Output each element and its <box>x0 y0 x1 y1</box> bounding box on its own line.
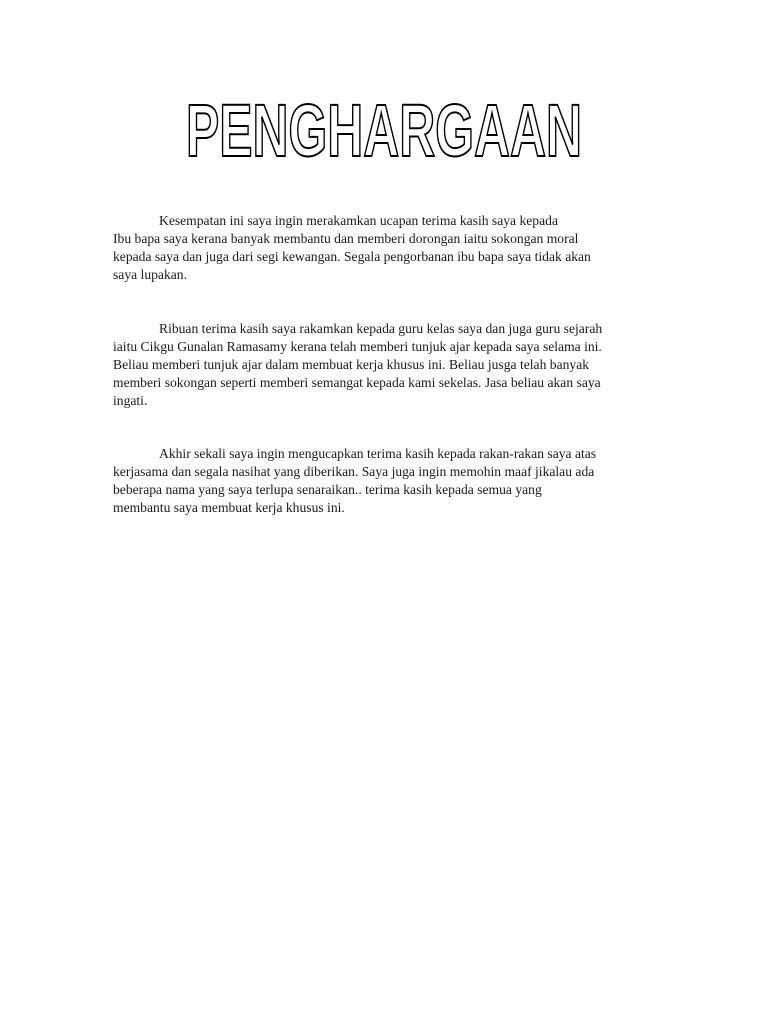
paragraph-line: ingati. <box>113 393 148 408</box>
outlined-title-graphic <box>0 84 768 174</box>
page-title <box>0 84 768 174</box>
paragraph-line: kerjasama dan segala nasihat yang diberikan. Saya juga ingin memohin maaf jikalau ada <box>113 464 595 479</box>
page-title-text: PENGHARGAAN <box>186 89 582 172</box>
paragraph-line: iaitu Cikgu Gunalan Ramasamy kerana telah memberi tunjuk ajar kepada saya selama ini. <box>113 339 602 354</box>
paragraph-1 <box>113 212 659 284</box>
paragraph-line: Ribuan terima kasih saya rakamkan kepada guru kelas saya dan juga guru sejarah <box>159 321 603 336</box>
paragraph-line: memberi sokongan seperti memberi semangat kepada kami sekelas. Jasa beliau akan saya <box>113 375 601 390</box>
paragraph-line: kepada saya dan juga dari segi kewangan. Segala pengorbanan ibu bapa saya tidak akan <box>113 249 591 264</box>
paragraph-line: Ibu bapa saya kerana banyak membantu dan memberi dorongan iaitu sokongan moral <box>113 231 579 246</box>
paragraph-line: Beliau memberi tunjuk ajar dalam membuat kerja khusus ini. Beliau jusga telah banyak <box>113 357 590 372</box>
paragraph-line: membantu saya membuat kerja khusus ini. <box>113 500 345 515</box>
paragraph-line: Kesempatan ini saya ingin merakamkan ucapan terima kasih saya kepada <box>159 213 558 228</box>
paragraph-line: Akhir sekali saya ingin mengucapkan terima kasih kepada rakan-rakan saya atas <box>159 446 597 461</box>
paragraph-line: saya lupakan. <box>113 267 187 282</box>
paragraph-2 <box>113 320 659 410</box>
paragraph-3 <box>113 445 659 517</box>
paragraph-line: beberapa nama yang saya terlupa senaraikan.. terima kasih kepada semua yang <box>113 482 542 497</box>
